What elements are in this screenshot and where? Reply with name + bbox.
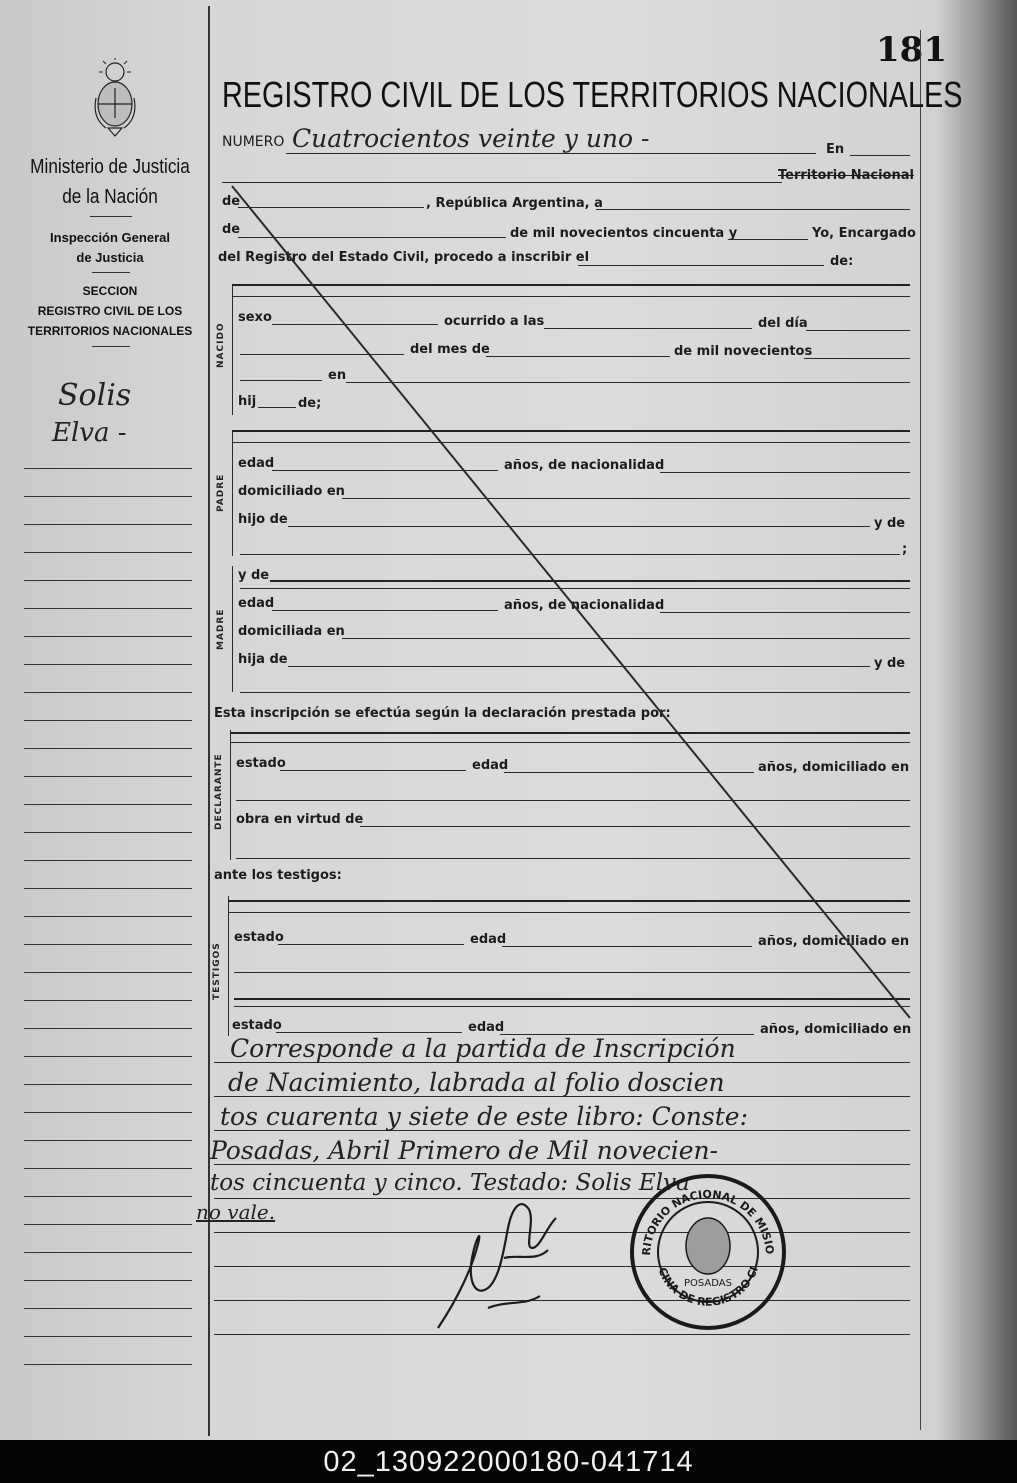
annotation-line-6: no vale.: [196, 1200, 276, 1224]
testigos-side-label: TESTIGOS: [212, 942, 222, 1000]
de-label-1: de: [222, 194, 241, 209]
official-stamp: [628, 1172, 788, 1332]
declarante-estado: estado: [236, 756, 286, 771]
de-semicolon-label: de;: [298, 396, 322, 411]
inspection-line-2: de Justicia: [76, 250, 144, 265]
domiciliado-label: domiciliado en: [238, 484, 345, 499]
en-label: En: [826, 142, 845, 157]
madre-anos-label: años, de nacionalidad: [504, 598, 665, 613]
stamp-center-text: POSADAS: [684, 1278, 732, 1289]
de-label-2: de: [222, 222, 241, 237]
page-number: 181: [876, 30, 947, 70]
domiciliada-label: domiciliada en: [238, 624, 345, 639]
del-mes-label: del mes de: [410, 342, 490, 357]
testigo2-estado: estado: [232, 1018, 282, 1033]
signature-icon: [428, 1188, 578, 1338]
declarante-anos: años, domiciliado en: [758, 760, 910, 775]
republica-label: , República Argentina, a: [426, 196, 603, 211]
padre-semicolon: ;: [902, 542, 908, 557]
madre-side-label: MADRE: [216, 608, 226, 650]
form-title: REGISTRO CIVIL DE LOS TERRITORIOS NACIONALES: [222, 74, 963, 115]
padre-anos-label: años, de nacionalidad: [504, 458, 665, 473]
registro-label: del Registro del Estado Civil, procedo a inscribir el: [218, 250, 590, 265]
ocurrido-label: ocurrido a las: [444, 314, 545, 329]
given-name-handwritten: Elva -: [52, 418, 127, 448]
padre-y-de-label: y de: [874, 516, 906, 531]
sexo-label: sexo: [238, 310, 272, 325]
numero-value: Cuatrocientos veinte y uno -: [292, 124, 650, 153]
testigo2-edad: edad: [468, 1020, 505, 1035]
mil-label: de mil novecientos cincuenta y: [510, 226, 738, 241]
yo-label: Yo, Encargado: [812, 226, 916, 241]
section-label: SECCION: [82, 284, 138, 298]
obra-label: obra en virtud de: [236, 812, 364, 827]
testigo2-anos: años, domiciliado en: [760, 1022, 912, 1037]
hija-de-label: hija de: [238, 652, 288, 667]
territorio-label: Territorio Nacional: [778, 168, 914, 183]
testigo1-edad: edad: [470, 932, 507, 947]
stamp-bottom-text: CINA DE REGISTRO CI: [655, 1264, 761, 1309]
section-line-2: TERRITORIOS NACIONALES: [27, 324, 193, 338]
del-dia-label: del día: [758, 316, 808, 331]
annotation-line-4: Posadas, Abril Primero de Mil novecien-: [210, 1136, 719, 1165]
annotation-line-3: tos cuarenta y siete de este libro: Conste:: [220, 1102, 749, 1131]
inscripcion-label: Esta inscripción se efectúa según la declaración prestada por:: [214, 706, 671, 721]
madre-y-de-label: y de: [874, 656, 906, 671]
inspection-line-1: Inspección General: [50, 230, 170, 245]
hij-label: hij: [238, 394, 257, 409]
ministry-line-1: Ministerio de Justicia: [30, 156, 190, 178]
surname-handwritten: Solis: [58, 378, 132, 413]
declarante-edad: edad: [472, 758, 509, 773]
testigo1-anos: años, domiciliado en: [758, 934, 910, 949]
stamp-outer-text: RITORIO NACIONAL DE MISIO: [639, 1187, 777, 1256]
madre-edad-label: edad: [238, 596, 275, 611]
annotation-line-1: Corresponde a la partida de Inscripción: [230, 1034, 736, 1063]
madre-y-de-top: y de: [238, 568, 270, 583]
numero-label: NUMERO: [222, 134, 285, 150]
padre-side-label: PADRE: [216, 473, 226, 512]
en-nacido-label: en: [328, 368, 347, 383]
footer-id: 02_130922000180-041714: [323, 1446, 694, 1478]
footer-bar: [0, 1440, 1017, 1483]
declarante-side-label: DECLARANTE: [214, 753, 224, 830]
section-line-1: REGISTRO CIVIL DE LOS: [37, 304, 183, 318]
testigo1-estado: estado: [234, 930, 284, 945]
padre-edad-label: edad: [238, 456, 275, 471]
annotation-line-2: de Nacimiento, labrada al folio doscien: [228, 1068, 725, 1097]
ministry-line-2: de la Nación: [62, 186, 158, 208]
annotation-line-5: tos cincuenta y cinco. Testado: Solis Elva: [210, 1170, 690, 1196]
de-colon: de:: [830, 254, 854, 269]
nacido-side-label: NACIDO: [216, 322, 226, 368]
testigos-intro: ante los testigos:: [214, 868, 342, 883]
hijo-de-label: hijo de: [238, 512, 288, 527]
mil-nov-label: de mil novecientos: [674, 344, 813, 359]
